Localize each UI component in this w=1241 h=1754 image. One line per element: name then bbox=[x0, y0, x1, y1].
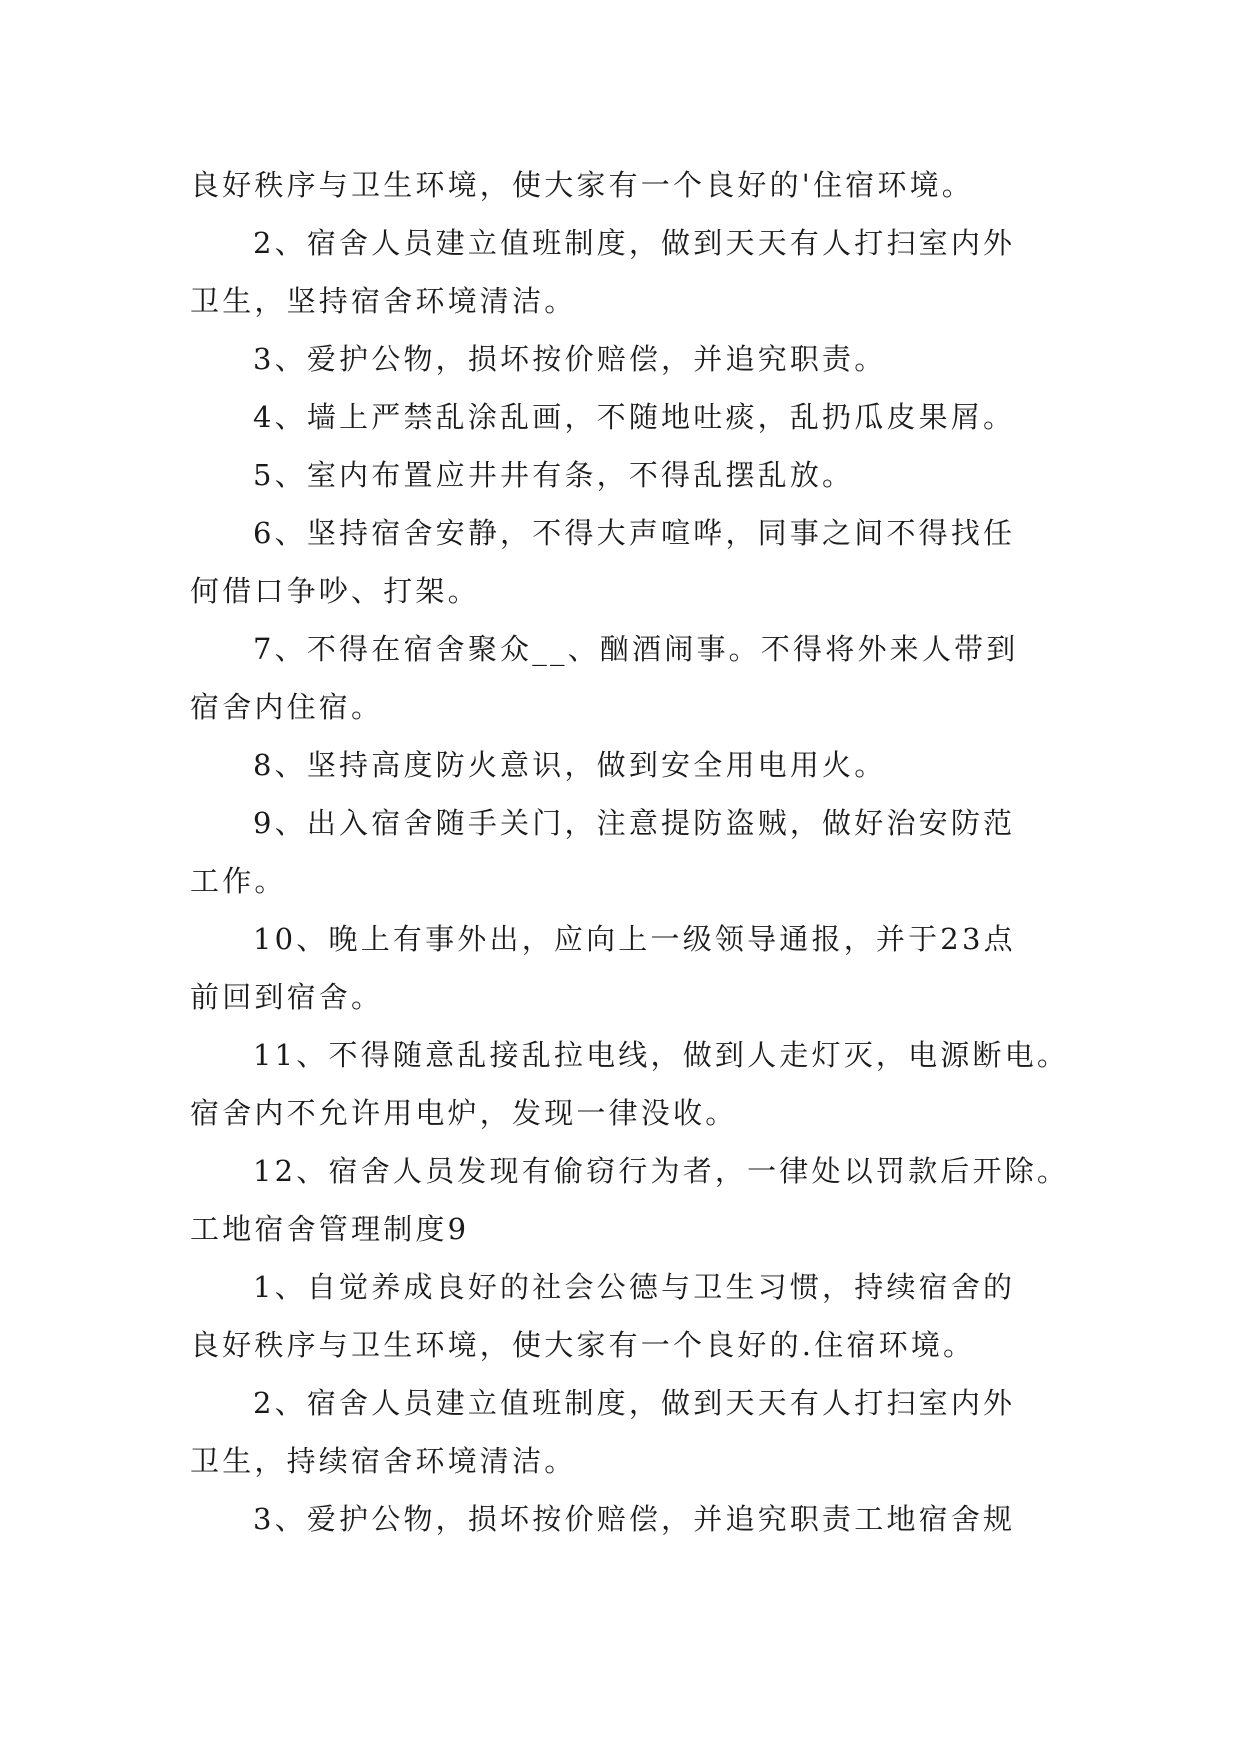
list-item: 7、不得在宿舍聚众__、酗酒闹事。不得将外来人带到 bbox=[253, 632, 1019, 666]
text-line: 良好秩序与卫生环境，使大家有一个良好的.住宿环境。 bbox=[190, 1328, 976, 1362]
list-item: 6、坚持宿舍安静，不得大声喧哗，同事之间不得找任 bbox=[253, 516, 1016, 550]
list-item: 2、宿舍人员建立值班制度，做到天天有人打扫室内外 bbox=[253, 226, 1016, 260]
text-line: 卫生，持续宿舍环境清洁。 bbox=[190, 1444, 577, 1478]
list-item: 3、爱护公物，损坏按价赔偿，并追究职责工地宿舍规 bbox=[253, 1502, 1016, 1536]
list-item: 4、墙上严禁乱涂乱画，不随地吐痰，乱扔瓜皮果屑。 bbox=[253, 400, 1016, 434]
text-line: 宿舍内不允许用电炉，发现一律没收。 bbox=[190, 1096, 738, 1130]
list-item: 2、宿舍人员建立值班制度，做到天天有人打扫室内外 bbox=[253, 1386, 1016, 1420]
list-item: 3、爱护公物，损坏按价赔偿，并追究职责。 bbox=[253, 342, 887, 376]
text-line: 工作。 bbox=[190, 864, 287, 898]
document-body bbox=[190, 156, 1070, 1548]
section-heading: 工地宿舍管理制度9 bbox=[190, 1212, 470, 1246]
list-item: 12、宿舍人员发现有偷窃行为者，一律处以罚款后开除。 bbox=[253, 1154, 1070, 1188]
list-item: 1、自觉养成良好的社会公德与卫生习惯，持续宿舍的 bbox=[253, 1270, 1016, 1304]
list-item: 10、晚上有事外出，应向上一级领导通报，并于23点 bbox=[253, 922, 1016, 956]
text-line: 宿舍内住宿。 bbox=[190, 690, 384, 724]
text-line: 良好秩序与卫生环境，使大家有一个良好的'住宿环境。 bbox=[190, 168, 974, 202]
list-item: 9、出入宿舍随手关门，注意提防盗贼，做好治安防范 bbox=[253, 806, 1016, 840]
list-item: 11、不得随意乱接乱拉电线，做到人走灯灭，电源断电。 bbox=[253, 1038, 1070, 1072]
list-item: 5、室内布置应井井有条，不得乱摆乱放。 bbox=[253, 458, 855, 492]
text-line: 何借口争吵、打架。 bbox=[190, 574, 480, 608]
text-line: 卫生，坚持宿舍环境清洁。 bbox=[190, 284, 577, 318]
list-item: 8、坚持高度防火意识，做到安全用电用火。 bbox=[253, 748, 887, 782]
text-line: 前回到宿舍。 bbox=[190, 980, 384, 1014]
